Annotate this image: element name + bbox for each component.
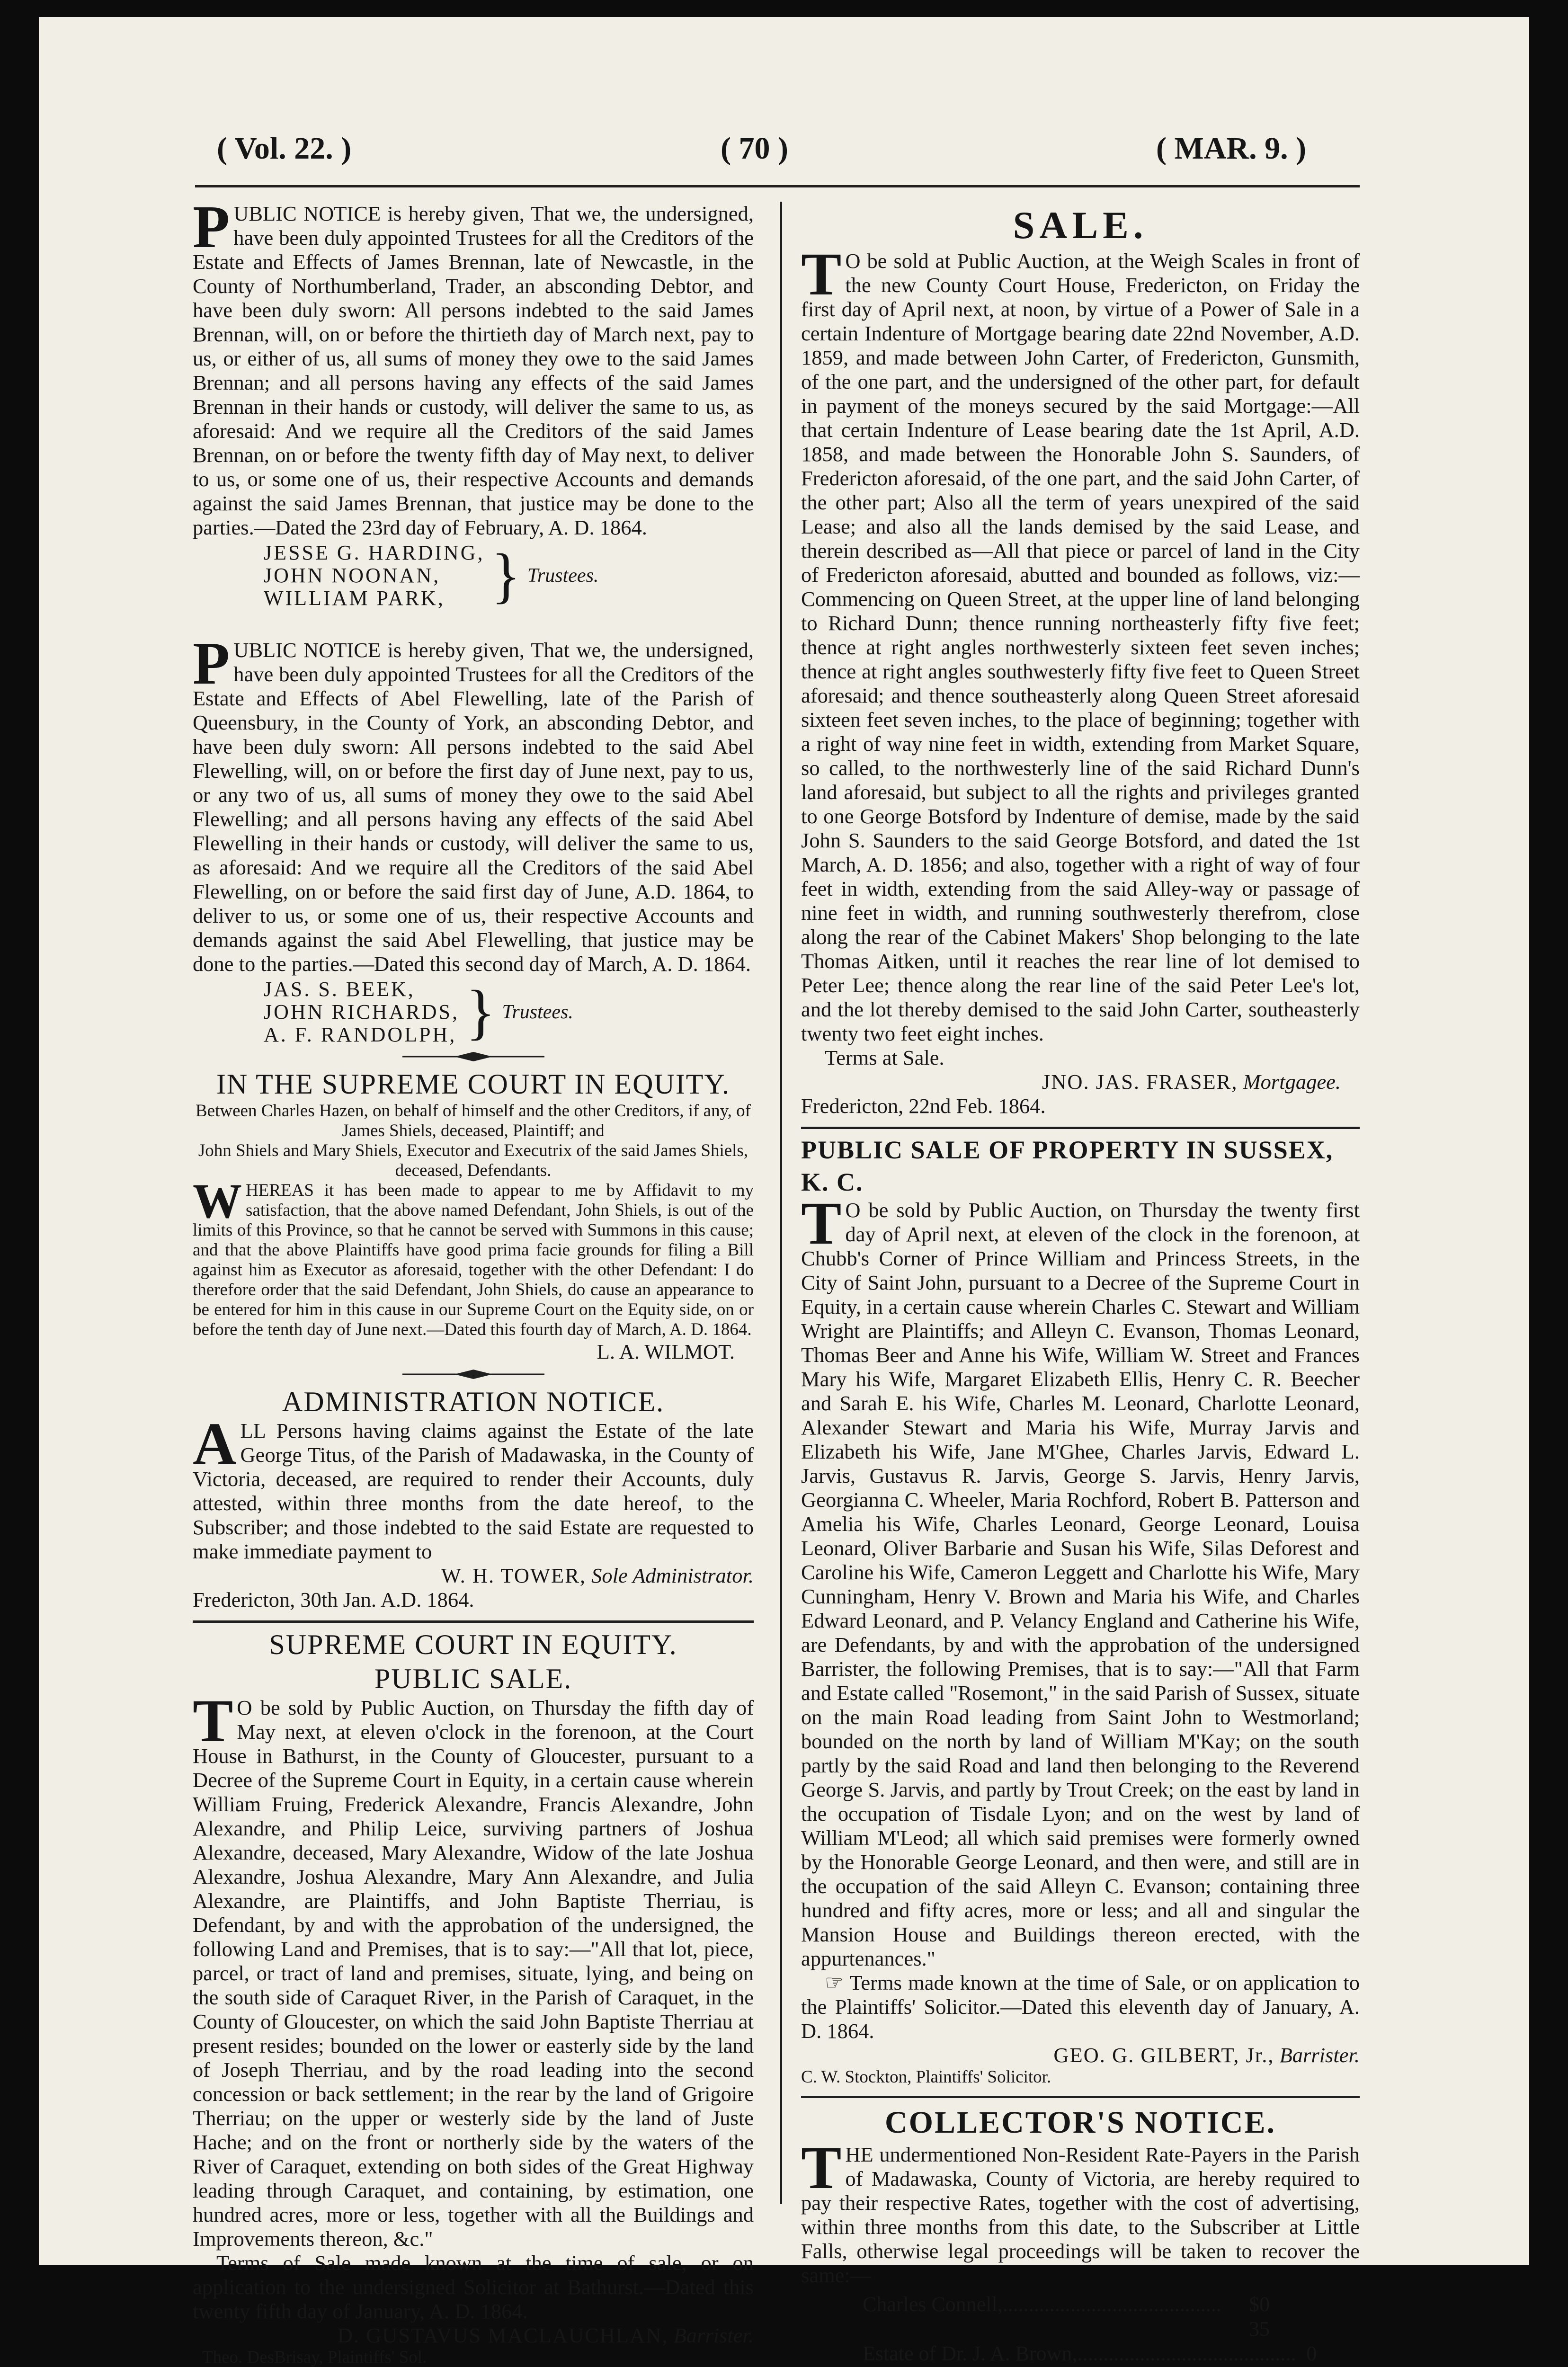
signer: L. A. WILMOT. <box>597 1340 735 1363</box>
drop-cap: T <box>801 1190 842 1257</box>
rate-amount: 0 <box>1306 2342 1317 2365</box>
terms: Terms at Sale. <box>825 1046 944 1069</box>
signer: JOHN RICHARDS, <box>264 1000 459 1023</box>
notice-body: LL Persons having claims against the Estate of the late George Titus, of the Parish of Madawaska, in the County of Victoria, deceased, are required to render their Accounts, duly attested, within three months from the date hereof, to the Subscriber; and those indebted to the said Estate are requested to make immediate payment to <box>193 1419 754 1563</box>
header-rule <box>195 185 1360 187</box>
notice-sussex-sale <box>801 1134 1360 2087</box>
column-divider <box>780 202 782 2204</box>
section-rule <box>193 1620 754 1623</box>
signer: D. GUSTAVUS MACLAUCHLAN, <box>337 2323 668 2347</box>
notice-body: UBLIC NOTICE is hereby given, That we, the undersigned, have been duly appointed Trustees for all the Creditors of the Estate and Effects of James Brennan, late of Newcastle, in the County of Northumberland, Trader, an absconding Debtor, and have been duly sworn: All persons indebted to the said James Brennan, will, on or before the thirtieth day of March next, pay to us, or either of us, all sums of money they owe to the said James Brennan; and all persons having any effects of the said James Brennan in their hands or custody, will deliver the same to us, as aforesaid: And we require all the Creditors of the said James Brennan, on or before the twenty fifth day of May next, to deliver to us, or some one of us, their respective Accounts and demands against the said James Brennan, that justice may be done to the parties.—Dated the 23rd day of February, A. D. 1864. <box>193 202 754 539</box>
signer: JOHN NOONAN, <box>264 564 441 587</box>
section-title: ADMINISTRATION NOTICE. <box>282 1386 665 1417</box>
signer-role: Trustees. <box>502 1001 573 1023</box>
ratepayer-name: Estate of Dr. J. A. Brown,.......................................... <box>863 2342 1296 2365</box>
parties: John Shiels and Mary Shiels, Executor and Executrix of the said James Shiels, deceased, Defendants. <box>198 1141 748 1180</box>
notice-shiels-equity <box>193 1067 754 1364</box>
signer: GEO. G. GILBERT, Jr., <box>1053 2043 1274 2067</box>
signer: WILLIAM PARK, <box>264 587 445 610</box>
signer: W. H. TOWER, <box>441 1564 587 1587</box>
drop-cap: T <box>801 2134 842 2201</box>
newspaper-page <box>39 17 1529 2367</box>
left-column <box>193 193 754 2367</box>
signer-role: Trustees. <box>527 564 599 587</box>
pointing-hand-icon: ☞ <box>825 1971 850 1994</box>
solicitor: Theo. DesBrisay, Plaintiffs' Sol. <box>202 2348 427 2367</box>
issue-date: ( MAR. 9. ) <box>1156 131 1307 166</box>
notice-body: HEREAS it has been made to appear to me by Affidavit to my satisfaction, that the above named Defendant, John Shiels, is out of the limits of this Province, so that he cannot be served with Summons in this cause; and that the above Plaintiffs have good prima facie grounds for filing a Bill against him as Executor as aforesaid, together with the other Defendant: I do therefore order that the said Defendant, John Shiels, do cause an appearance to be entered for him in this cause in our Supreme Court on the Equity side, on or before the tenth day of June next.—Dated this fourth day of March, A. D. 1864. <box>193 1181 754 1339</box>
drop-cap: W <box>193 1174 242 1228</box>
brace: } <box>465 978 496 1046</box>
rate-table <box>801 2292 1360 2367</box>
ornament-divider <box>193 1369 754 1380</box>
drop-cap: P <box>193 193 230 260</box>
parties: Between Charles Hazen, on behalf of himself and the other Creditors, if any, of James Shiels, deceased, Plaintiff; and <box>196 1101 751 1140</box>
notice-body: O be sold by Public Auction, on Thursday the twenty first day of April next, at eleven of the clock in the forenoon, at Chubb's Corner of Prince William and Princess Streets, in the City of Saint John, pursuant to a Decree of the Supreme Court in Equity, in a certain cause wherein Charles C. Stewart and William Wright are Plaintiffs; and Alleyn C. Evanson, Thomas Leonard, Thomas Beer and Anne his Wife, William W. Street and Frances Mary his Wife, Margaret Elizabeth Ellis, Henry C. R. Beecher and Sarah E. his Wife, Charles M. Leonard, Charlotte Leonard, Alexander Stewart and Maria his Wife, Murray Jarvis and Elizabeth his Wife, Jane M'Ghee, Charles Jarvis, Edward L. Jarvis, Gustavus R. Jarvis, George S. Jarvis, Henry Jarvis, Georgianna C. Wheeler, Maria Rochford, Robert B. Patterson and Amelia his Wife, Charles Leonard, George Leonard, Louisa Leonard, Oliver Barbarie and Susan his Wife, Silas Deforest and Caroline his Wife, Cameron Leggett and Charlotte his Wife, Mary Cunningham, Henry V. Brown and Maria his Wife, and Charles Edward Leonard, and P. Velancy England and Catherine his Wife, are Defendants, by and with the approbation of the undersigned Barrister, the following Premises, that is to say:—"All that Farm and Estate called "Rosemont," in the said Parish of Sussex, situate on the main Road leading from Saint John to Westmorland; bounded on the north by land of William M'Kay; on the south partly by the said Road and land then belonging to the Reverend George S. Jarvis, and partly by Trout Creek; on the east by land in the occupation of Tisdale Lyon; and on the west by land of William M'Leod; all which said premises were formerly owned by the Honorable George Leonard, and then were, and still are in the occupation of the said Alleyn C. Evanson; containing three hundred and fifty acres, more or less; and all and singular the Mansion House and Buildings thereon erected, with the appurtenances." <box>801 1198 1360 1970</box>
signer-role: Mortgagee. <box>1243 1070 1341 1094</box>
section-title: IN THE SUPREME COURT IN EQUITY. <box>216 1068 731 1100</box>
trustee-signatures <box>264 978 754 1046</box>
drop-cap: P <box>193 630 230 697</box>
notice-body: UBLIC NOTICE is hereby given, That we, the undersigned, have been duly appointed Trustees for all the Creditors of the Estate and Effects of Abel Flewelling, late of the Parish of Queensbury, in the County of York, an absconding Debtor, and have been duly sworn: All persons indebted to the said Abel Flewelling, will, on or before the first day of June next, pay to us, or any two of us, all sums of money they owe to the said Abel Flewelling; and all persons having any effects of the said Abel Flewelling in their hands or custody, will deliver the same to us, as aforesaid: And we require all the Creditors of the said Abel Flewelling, on or before the said first day of June, A.D. 1864, to deliver to us, or some one of us, their respective Accounts and demands against the said Abel Flewelling, that justice may be done to the parties.—Dated this second day of March, A. D. 1864. <box>193 638 754 976</box>
signer-role: Sole Administrator. <box>591 1564 754 1587</box>
drop-cap: A <box>193 1410 237 1477</box>
brace: } <box>491 542 521 610</box>
section-title: PUBLIC SALE OF PROPERTY IN SUSSEX, K. C. <box>801 1136 1334 1196</box>
section-title: COLLECTOR'S NOTICE. <box>885 2105 1276 2140</box>
section-rule <box>801 1127 1360 1129</box>
notice-brennan <box>193 193 754 610</box>
notice-body: HE undermentioned Non-Resident Rate-Payers in the Parish of Madawaska, County of Victoria, are hereby required to pay their respective Rates, together with the cost of advertising, within three months from this date, to the Subscriber at Little Falls, otherwise legal proceedings will be taken to recover the same:— <box>801 2143 1360 2287</box>
signer: JAS. S. BEEK, <box>264 978 415 1001</box>
notice-mortgage-sale <box>801 202 1360 1118</box>
notice-body: O be sold by Public Auction, on Thursday the fifth day of May next, at eleven o'clock in the forenoon, at the Court House in Bathurst, in the County of Gloucester, pursuant to a Decree of the Supreme Court in Equity, in a certain cause wherein William Fruing, Frederick Alexandre, Francis Alexandre, John Alexandre, and Philip Leice, surviving partners of Joshua Alexandre, deceased, Mary Alexandre, Widow of the late Joshua Alexandre, Joshua Alexandre, Mary Ann Alexandre, and Julia Alexandre, are Plaintiffs, and John Baptiste Therriau, is Defendant, by and with the approbation of the undersigned, the following Land and Premises, that is to say:—"All that lot, piece, parcel, or tract of land and premises, situate, lying, and being on the south side of Caraquet River, in the Parish of Caraquet, in the County of Gloucester, on which the said John Baptiste Therriau at present resides; bounded on the lower or easterly side by the land of Joseph Therriau, and by the road leading into the second concession or back settlement; in the rear by the land of Grigoire Therriau; on the upper or westerly side by the land of Juste Hache; and on the front or northerly side by the waters of the River of Caraquet, extending on both sides of the Great Highway leading through Caraquet, and containing, by estimation, one hundred acres, more or less, together with all the Buildings and Improvements thereon, &c." <box>193 1696 754 2251</box>
drop-cap: T <box>193 1687 233 1754</box>
notice-caraquet-sale <box>193 1628 754 2367</box>
notice-body: O be sold at Public Auction, at the Weigh Scales in front of the new County Court House, Fredericton, on Friday the first day of April next, at noon, by virtue of a Power of Sale in a certain Indenture of Mortgage bearing date 22nd November, A.D. 1859, and made between John Carter, of Fredericton, Gunsmith, of the one part, and the undersigned of the other part, for default in payment of the moneys secured by the said Mortgage:—All that certain Indenture of Lease bearing date the 1st April, A.D. 1858, and made between the Honorable John S. Saunders, of Fredericton aforesaid, of the one part, and the said John Carter, of the other part; Also all the term of years unexpired of the said Lease; and also all the lands demised by the said Lease, and therein described as—All that piece or parcel of land in the City of Fredericton aforesaid, abutted and bounded as follows, viz:—Commencing on Queen Street, at the upper line of land belonging to Richard Dunn; thence running northeasterly fifty five feet; thence at right angles northwesterly sixteen feet seven inches; thence at right angles southwesterly fifty five feet to Queen Street aforesaid; and thence southeasterly along Queen Street aforesaid sixteen feet seven inches, to the place of beginning; together with a right of way nine feet in width, extending from Market Square, so called, to the northwesterly line of the said Richard Dunn's land aforesaid, but subject to all the rights and privileges granted to one George Botsford by Indenture of demise, made by the said John S. Saunders to the said George Botsford, and dated the 1st March, A. D. 1856; and also, together with a right of way of four feet in width, extending from the said Alley-way or passage of nine feet in width, and running southwesterly therefrom, close along the rear of the Cabinet Makers' Shop belonging to the late Thomas Aitken, until it reaches the rear line of lot demised to Peter Lee; thence along the rear line of the said Peter Lee's lot, and the lot thereby demised to the said John Carter, southeasterly twenty two feet eight inches. <box>801 249 1360 1045</box>
trustee-signatures <box>264 542 754 610</box>
section-subtitle: PUBLIC SALE. <box>374 1663 572 1694</box>
dateline: Fredericton, 30th Jan. A.D. 1864. <box>193 1588 474 1611</box>
section-rule <box>801 2096 1360 2098</box>
volume-label: ( Vol. 22. ) <box>217 131 352 166</box>
ornament-divider <box>193 1051 754 1062</box>
notice-administration <box>193 1385 754 1612</box>
right-column <box>801 202 1360 2367</box>
solicitor: C. W. Stockton, Plaintiffs' Solicitor. <box>801 2067 1051 2087</box>
signer: JESSE G. HARDING, <box>264 541 485 564</box>
terms: Terms made known at the time of Sale, or on application to the Plaintiffs' Solicitor.—Dated this eleventh day of January, A. D. 1864. <box>801 1971 1360 2043</box>
notice-collector <box>801 2103 1360 2367</box>
section-title: SUPREME COURT IN EQUITY. <box>269 1629 677 1660</box>
ratepayer-name: Charles Connell,.......................................... <box>863 2293 1221 2316</box>
dateline: Fredericton, 22nd Feb. 1864. <box>801 1094 1046 1118</box>
table-row <box>863 2292 1270 2341</box>
signer: JNO. JAS. FRASER, <box>1042 1070 1238 1094</box>
table-row <box>863 2341 1317 2367</box>
rate-amount: $0 35 <box>1249 2293 1270 2340</box>
drop-cap: T <box>801 240 842 308</box>
notice-flewelling <box>193 630 754 1046</box>
signer-role: Barrister. <box>673 2323 754 2347</box>
signer: A. F. RANDOLPH, <box>264 1023 457 1046</box>
signer-role: Barrister. <box>1279 2043 1360 2067</box>
section-title: SALE. <box>1013 204 1148 247</box>
page-number: ( 70 ) <box>721 131 788 166</box>
terms: Terms of Sale made known at the time of sale, or on application to the undersigned Solicitor at Bathurst.—Dated this twenty fifth day of January, A. D. 1864. <box>193 2251 754 2323</box>
